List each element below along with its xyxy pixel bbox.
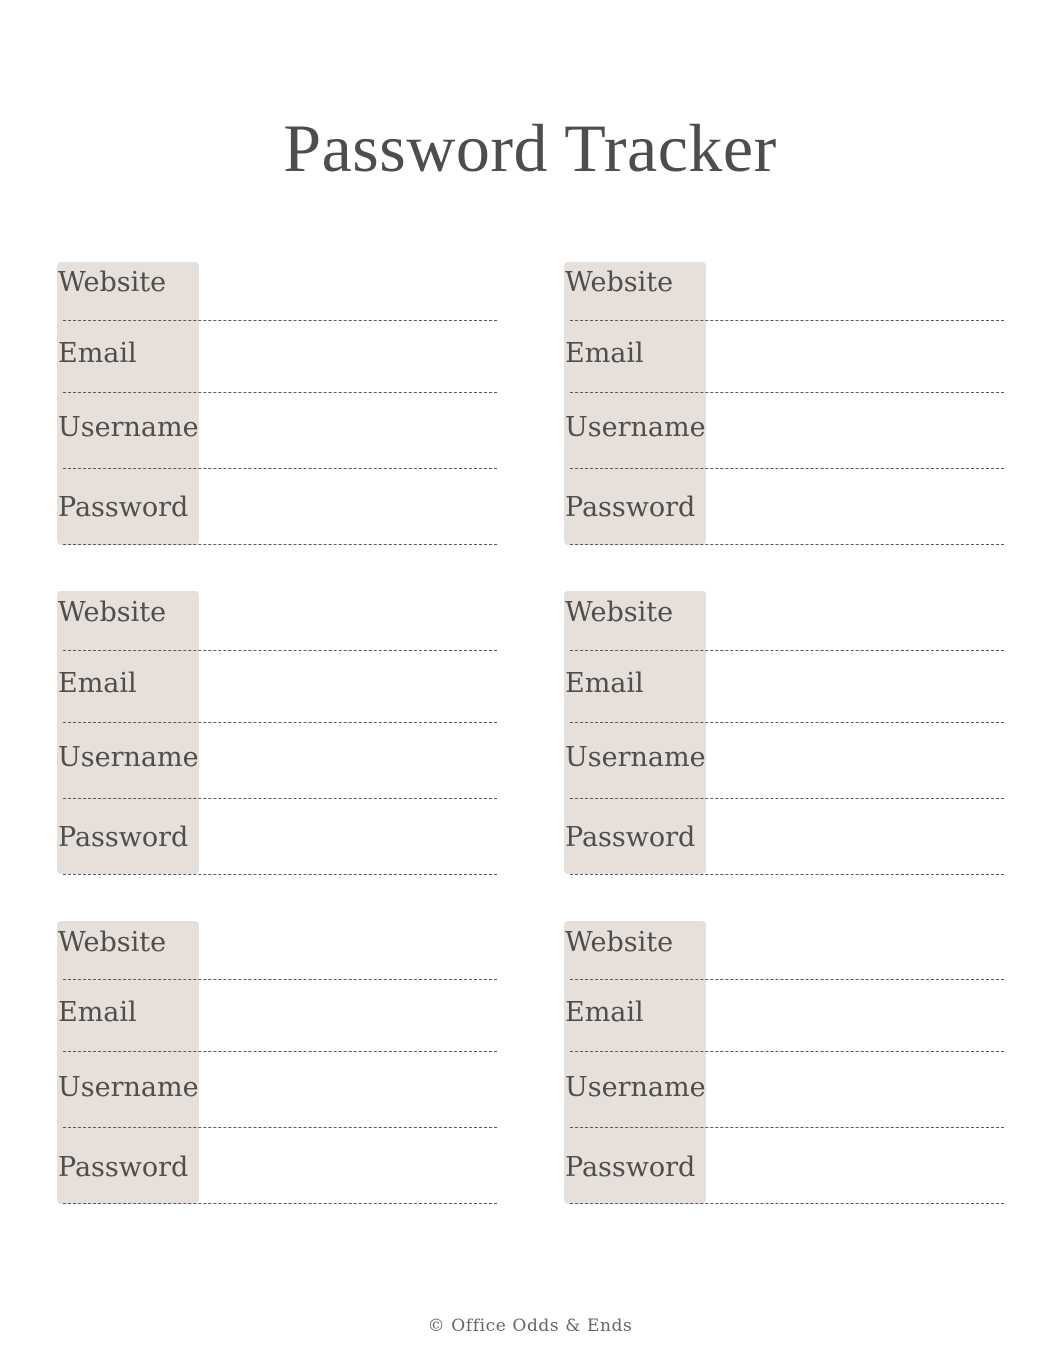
website-line — [570, 979, 1004, 980]
username-label: Username — [58, 412, 199, 443]
email-label: Email — [58, 668, 137, 699]
password-label: Password — [565, 492, 696, 523]
email-line — [63, 722, 497, 723]
username-line — [63, 798, 497, 799]
password-card — [57, 591, 503, 879]
website-label: Website — [565, 267, 674, 298]
website-label: Website — [565, 927, 674, 958]
password-card — [564, 591, 1010, 879]
website-label: Website — [58, 927, 167, 958]
password-card — [564, 921, 1010, 1209]
email-label: Email — [58, 338, 137, 369]
email-label: Email — [58, 997, 137, 1028]
password-card — [564, 262, 1010, 550]
password-line — [570, 1203, 1004, 1204]
website-label: Website — [58, 597, 167, 628]
website-line — [63, 979, 497, 980]
email-line — [570, 392, 1004, 393]
username-label: Username — [565, 1072, 706, 1103]
password-card — [57, 921, 503, 1209]
password-label: Password — [58, 1152, 189, 1183]
email-line — [570, 722, 1004, 723]
username-line — [570, 468, 1004, 469]
password-line — [63, 1203, 497, 1204]
email-line — [63, 392, 497, 393]
username-label: Username — [565, 742, 706, 773]
website-line — [63, 320, 497, 321]
website-line — [570, 320, 1004, 321]
username-line — [570, 1127, 1004, 1128]
email-line — [63, 1051, 497, 1052]
password-line — [63, 544, 497, 545]
website-line — [570, 650, 1004, 651]
password-line — [63, 874, 497, 875]
page-title: Password Tracker — [283, 110, 777, 186]
username-line — [63, 1127, 497, 1128]
password-card — [57, 262, 503, 550]
username-label: Username — [58, 1072, 199, 1103]
username-label: Username — [58, 742, 199, 773]
password-line — [570, 544, 1004, 545]
email-label: Email — [565, 338, 644, 369]
email-label: Email — [565, 997, 644, 1028]
password-label: Password — [58, 822, 189, 853]
password-label: Password — [565, 1152, 696, 1183]
username-line — [570, 798, 1004, 799]
copyright-footer: © Office Odds & Ends — [427, 1316, 633, 1336]
password-label: Password — [58, 492, 189, 523]
username-line — [63, 468, 497, 469]
website-label: Website — [58, 267, 167, 298]
email-label: Email — [565, 668, 644, 699]
password-label: Password — [565, 822, 696, 853]
password-line — [570, 874, 1004, 875]
website-label: Website — [565, 597, 674, 628]
username-label: Username — [565, 412, 706, 443]
website-line — [63, 650, 497, 651]
email-line — [570, 1051, 1004, 1052]
